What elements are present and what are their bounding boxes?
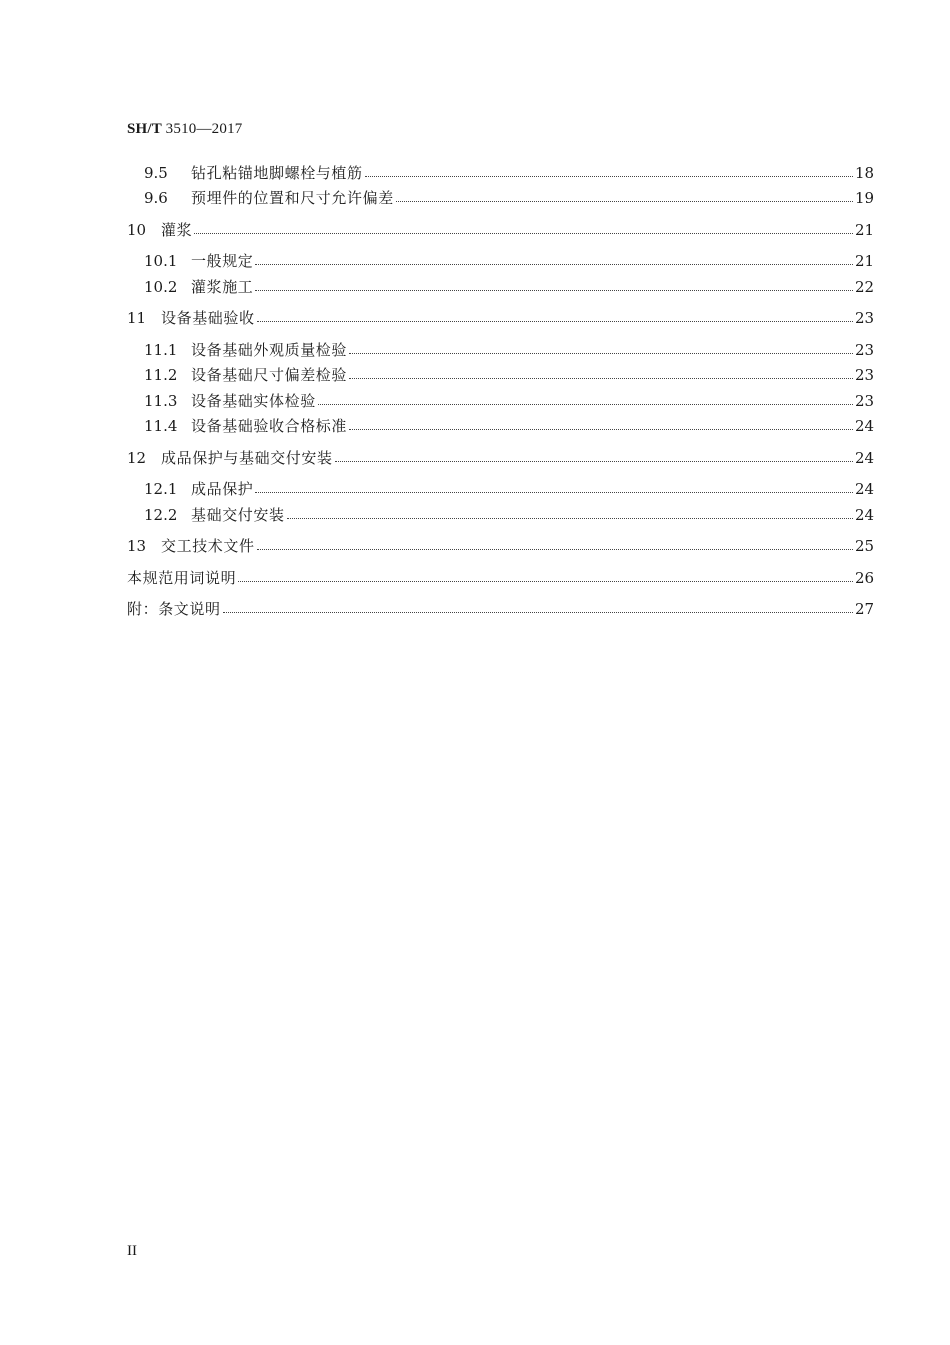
table-of-contents	[127, 156, 873, 618]
toc-entry[interactable]	[127, 213, 873, 239]
toc-entry-page: 21	[855, 252, 875, 270]
toc-entry-title: 设备基础实体检验	[191, 391, 316, 410]
toc-leader-dots	[365, 176, 853, 177]
toc-entry[interactable]	[127, 333, 873, 359]
toc-entry-title: 设备基础尺寸偏差检验	[191, 366, 348, 384]
toc-entry-page: 21	[855, 220, 875, 239]
toc-entry-number: 13	[127, 537, 147, 555]
toc-entry-page: 24	[855, 505, 875, 524]
toc-entry-title: 成品保护与基础交付安装	[161, 448, 333, 467]
toc-leader-dots	[194, 233, 853, 234]
toc-entry[interactable]	[127, 410, 873, 436]
toc-entry[interactable]	[127, 270, 873, 296]
toc-entry-number: 11.2	[144, 366, 178, 384]
toc-entry-page: 19	[855, 189, 875, 207]
toc-entry-number: 9.6	[144, 189, 168, 207]
toc-entry[interactable]	[127, 561, 873, 587]
toc-leader-dots	[238, 581, 853, 582]
toc-entry-number: 10.2	[144, 277, 178, 296]
toc-entry[interactable]	[127, 302, 873, 328]
toc-leader-dots	[349, 378, 853, 379]
toc-entry-number: 12	[127, 448, 147, 467]
toc-entry[interactable]	[127, 359, 873, 385]
toc-leader-dots	[349, 353, 853, 354]
toc-leader-dots	[335, 461, 853, 462]
toc-entry-page: 23	[855, 391, 875, 410]
toc-entry-title: 设备基础验收合格标准	[191, 417, 348, 435]
toc-entry[interactable]	[127, 473, 873, 499]
toc-leader-dots	[257, 321, 853, 322]
toc-leader-dots	[287, 518, 853, 519]
toc-entry[interactable]	[127, 182, 873, 208]
toc-entry-title: 设备基础外观质量检验	[191, 340, 348, 359]
toc-entry[interactable]	[127, 384, 873, 410]
toc-entry-title: 交工技术文件	[161, 537, 255, 555]
page-number: II	[127, 1243, 137, 1259]
toc-leader-dots	[257, 549, 853, 550]
toc-leader-dots	[396, 201, 853, 202]
toc-entry-title: 钻孔粘锚地脚螺栓与植筋	[191, 163, 363, 182]
toc-entry-page: 27	[855, 600, 875, 618]
toc-entry-number: 10	[127, 220, 147, 239]
toc-entry-title: 设备基础验收	[161, 309, 255, 327]
toc-entry-number: 10.1	[144, 252, 178, 270]
toc-leader-dots	[318, 404, 853, 405]
toc-leader-dots	[349, 429, 853, 430]
toc-entry-page: 18	[855, 163, 875, 182]
toc-entry-number: 11.1	[144, 340, 178, 359]
toc-entry-page: 26	[855, 568, 875, 587]
toc-entry-number: 12.1	[144, 480, 178, 498]
toc-entry-number: 11	[127, 309, 147, 327]
toc-leader-dots	[255, 290, 853, 291]
toc-entry-page: 22	[855, 277, 875, 296]
toc-entry[interactable]	[127, 498, 873, 524]
toc-entry[interactable]	[127, 530, 873, 556]
toc-entry-title: 灌浆	[161, 220, 193, 239]
toc-entry-title: 成品保护	[191, 480, 254, 498]
toc-entry-page: 23	[855, 340, 875, 359]
toc-entry-title: 灌浆施工	[191, 277, 254, 296]
standard-number: 3510—2017	[165, 121, 243, 137]
toc-entry-title: 预埋件的位置和尺寸允许偏差	[191, 189, 394, 207]
toc-entry[interactable]	[127, 156, 873, 182]
toc-entry[interactable]	[127, 441, 873, 467]
toc-entry-number: 11.3	[144, 391, 178, 410]
toc-entry-number: 11.4	[144, 417, 178, 435]
toc-entry-page: 23	[855, 309, 875, 327]
toc-entry[interactable]	[127, 245, 873, 271]
toc-entry-page: 24	[855, 417, 875, 435]
toc-leader-dots	[255, 492, 853, 493]
toc-entry-page: 25	[855, 537, 875, 555]
toc-entry-page: 24	[855, 448, 875, 467]
toc-entry-page: 24	[855, 480, 875, 498]
toc-entry-number: 12.2	[144, 505, 178, 524]
toc-entry-page: 23	[855, 366, 875, 384]
standard-code	[127, 121, 242, 138]
toc-entry-number: 9.5	[144, 163, 168, 182]
standard-prefix: SH/T	[127, 121, 162, 137]
toc-entry-title: 基础交付安装	[191, 505, 285, 524]
toc-entry-title: 一般规定	[191, 252, 254, 270]
toc-leader-dots	[223, 612, 853, 613]
toc-leader-dots	[255, 264, 853, 265]
toc-entry-title: 附：条文说明	[127, 600, 221, 618]
toc-entry[interactable]	[127, 593, 873, 619]
toc-entry-title: 本规范用词说明	[127, 568, 237, 587]
